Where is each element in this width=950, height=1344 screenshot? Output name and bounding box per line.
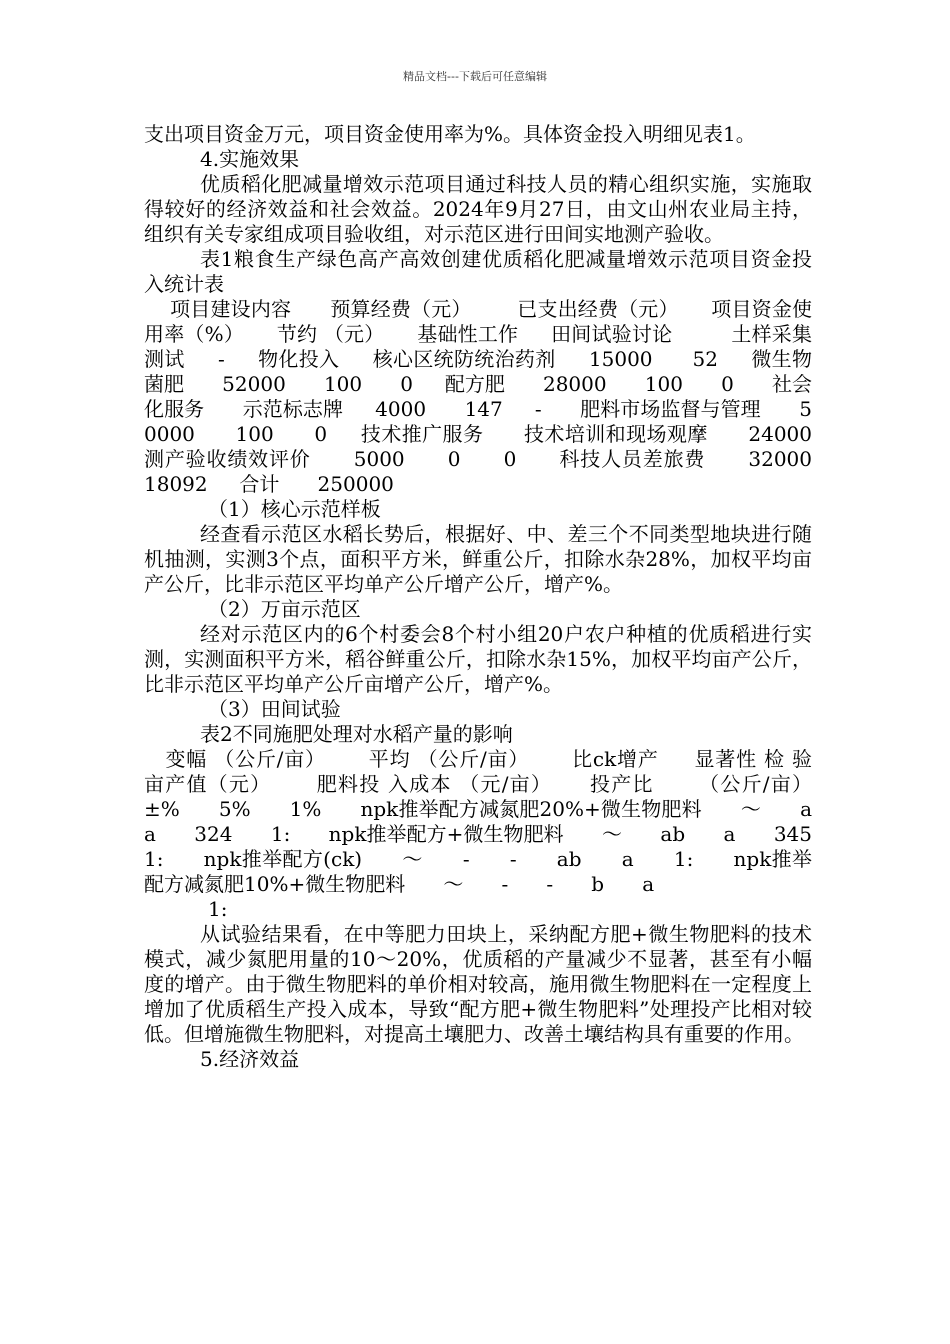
table2-flattened-text: 变幅 （公斤/亩） 平均 （公斤/亩） 比ck增产 显著性 检 验 亩产值（元） 肥料投 入成本 （元/亩） 投产比 （公斤/亩） ±% 5% 1% npk推举配方减氮肥20%+微生物肥料 ～ a a 324 1: npk推举配方+微生物肥料 ～ ab a 345 1: npk推举配方(ck) ～ - - ab a 1: npk推举配方减氮肥10%+微生物肥料 ～ - - b a — [144, 747, 851, 896]
table2-tail: 1: — [208, 897, 228, 921]
page-header: 精品文档---下载后可任意编辑 — [403, 70, 547, 83]
paragraph-trial-results: 从试验结果看，在中等肥力田块上，采纳配方肥+微生物肥料的技术模式，减少氮肥用量的10～20%，优质稻的产量减少不显著，甚至有小幅度的增产。由于微生物肥料的单价相对较高，施用微生物肥料在一定程度上增加了优质稻生产投入成本，导致“配方肥+微生物肥料”处理投产比相对较低。但增施微生物肥料，对提高土壤肥力、改善土壤结构具有重要的作用。 — [144, 922, 812, 1046]
paragraph-funding-summary: 支出项目资金万元，项目资金使用率为%。具体资金投入明细见表1。 — [144, 122, 756, 146]
paragraph-large-demo: 经对示范区内的6个村委会8个村小组20户农户种植的优质稻进行实测，实测面积平方米，稻谷鲜重公斤，扣除水杂15%，加权平均亩产公斤，比非示范区平均单产公斤亩增产公斤，增产%。 — [144, 622, 812, 696]
subheading-field-trial: （3）田间试验 — [208, 697, 341, 721]
paragraph-implementation: 优质稻化肥减量增效示范项目通过科技人员的精心组织实施，实施取得较好的经济效益和社会效益。2024年9月27日，由文山州农业局主持，组织有关专家组成项目验收组，对示范区进行田间实地测产验收。 — [144, 172, 812, 246]
table1-caption: 表1粮食生产绿色高产高效创建优质稻化肥减量增效示范项目资金投入统计表 — [144, 247, 812, 296]
section-heading-implementation-effect: 4.实施效果 — [200, 147, 300, 171]
paragraph-core-demo: 经查看示范区水稻长势后，根据好、中、差三个不同类型地块进行随机抽测，实测3个点，面积平方米，鲜重公斤，扣除水杂28%，加权平均亩产公斤，比非示范区平均单产公斤增产公斤，增产%。 — [144, 522, 812, 596]
subheading-large-demo: （2）万亩示范区 — [208, 597, 361, 621]
table1-flattened-text: 项目建设内容 预算经费（元） 已支出经费（元） 项目资金使用率（%） 节约 （元） 基础性工作 田间试验讨论 土样采集测试 - 物化投入 核心区统防统治药剂 15000 52 微生物菌肥 52000 100 0 配方肥 28000 100 0 社会化服务 示范标志牌 4000 147 - 肥料市场监督与管理 50000 100 0 技术推广服务 技术培训和现场观摩 24000 测产验收绩效评价 5000 0 0 科技人员差旅费 32000 18092 合计 250000 — [144, 297, 851, 496]
subheading-core-demo: （1）核心示范样板 — [208, 497, 381, 521]
document-body — [144, 122, 851, 1072]
table2-caption: 表2不同施肥处理对水稻产量的影响 — [200, 722, 513, 746]
section-heading-economic-benefit: 5.经济效益 — [200, 1047, 300, 1071]
